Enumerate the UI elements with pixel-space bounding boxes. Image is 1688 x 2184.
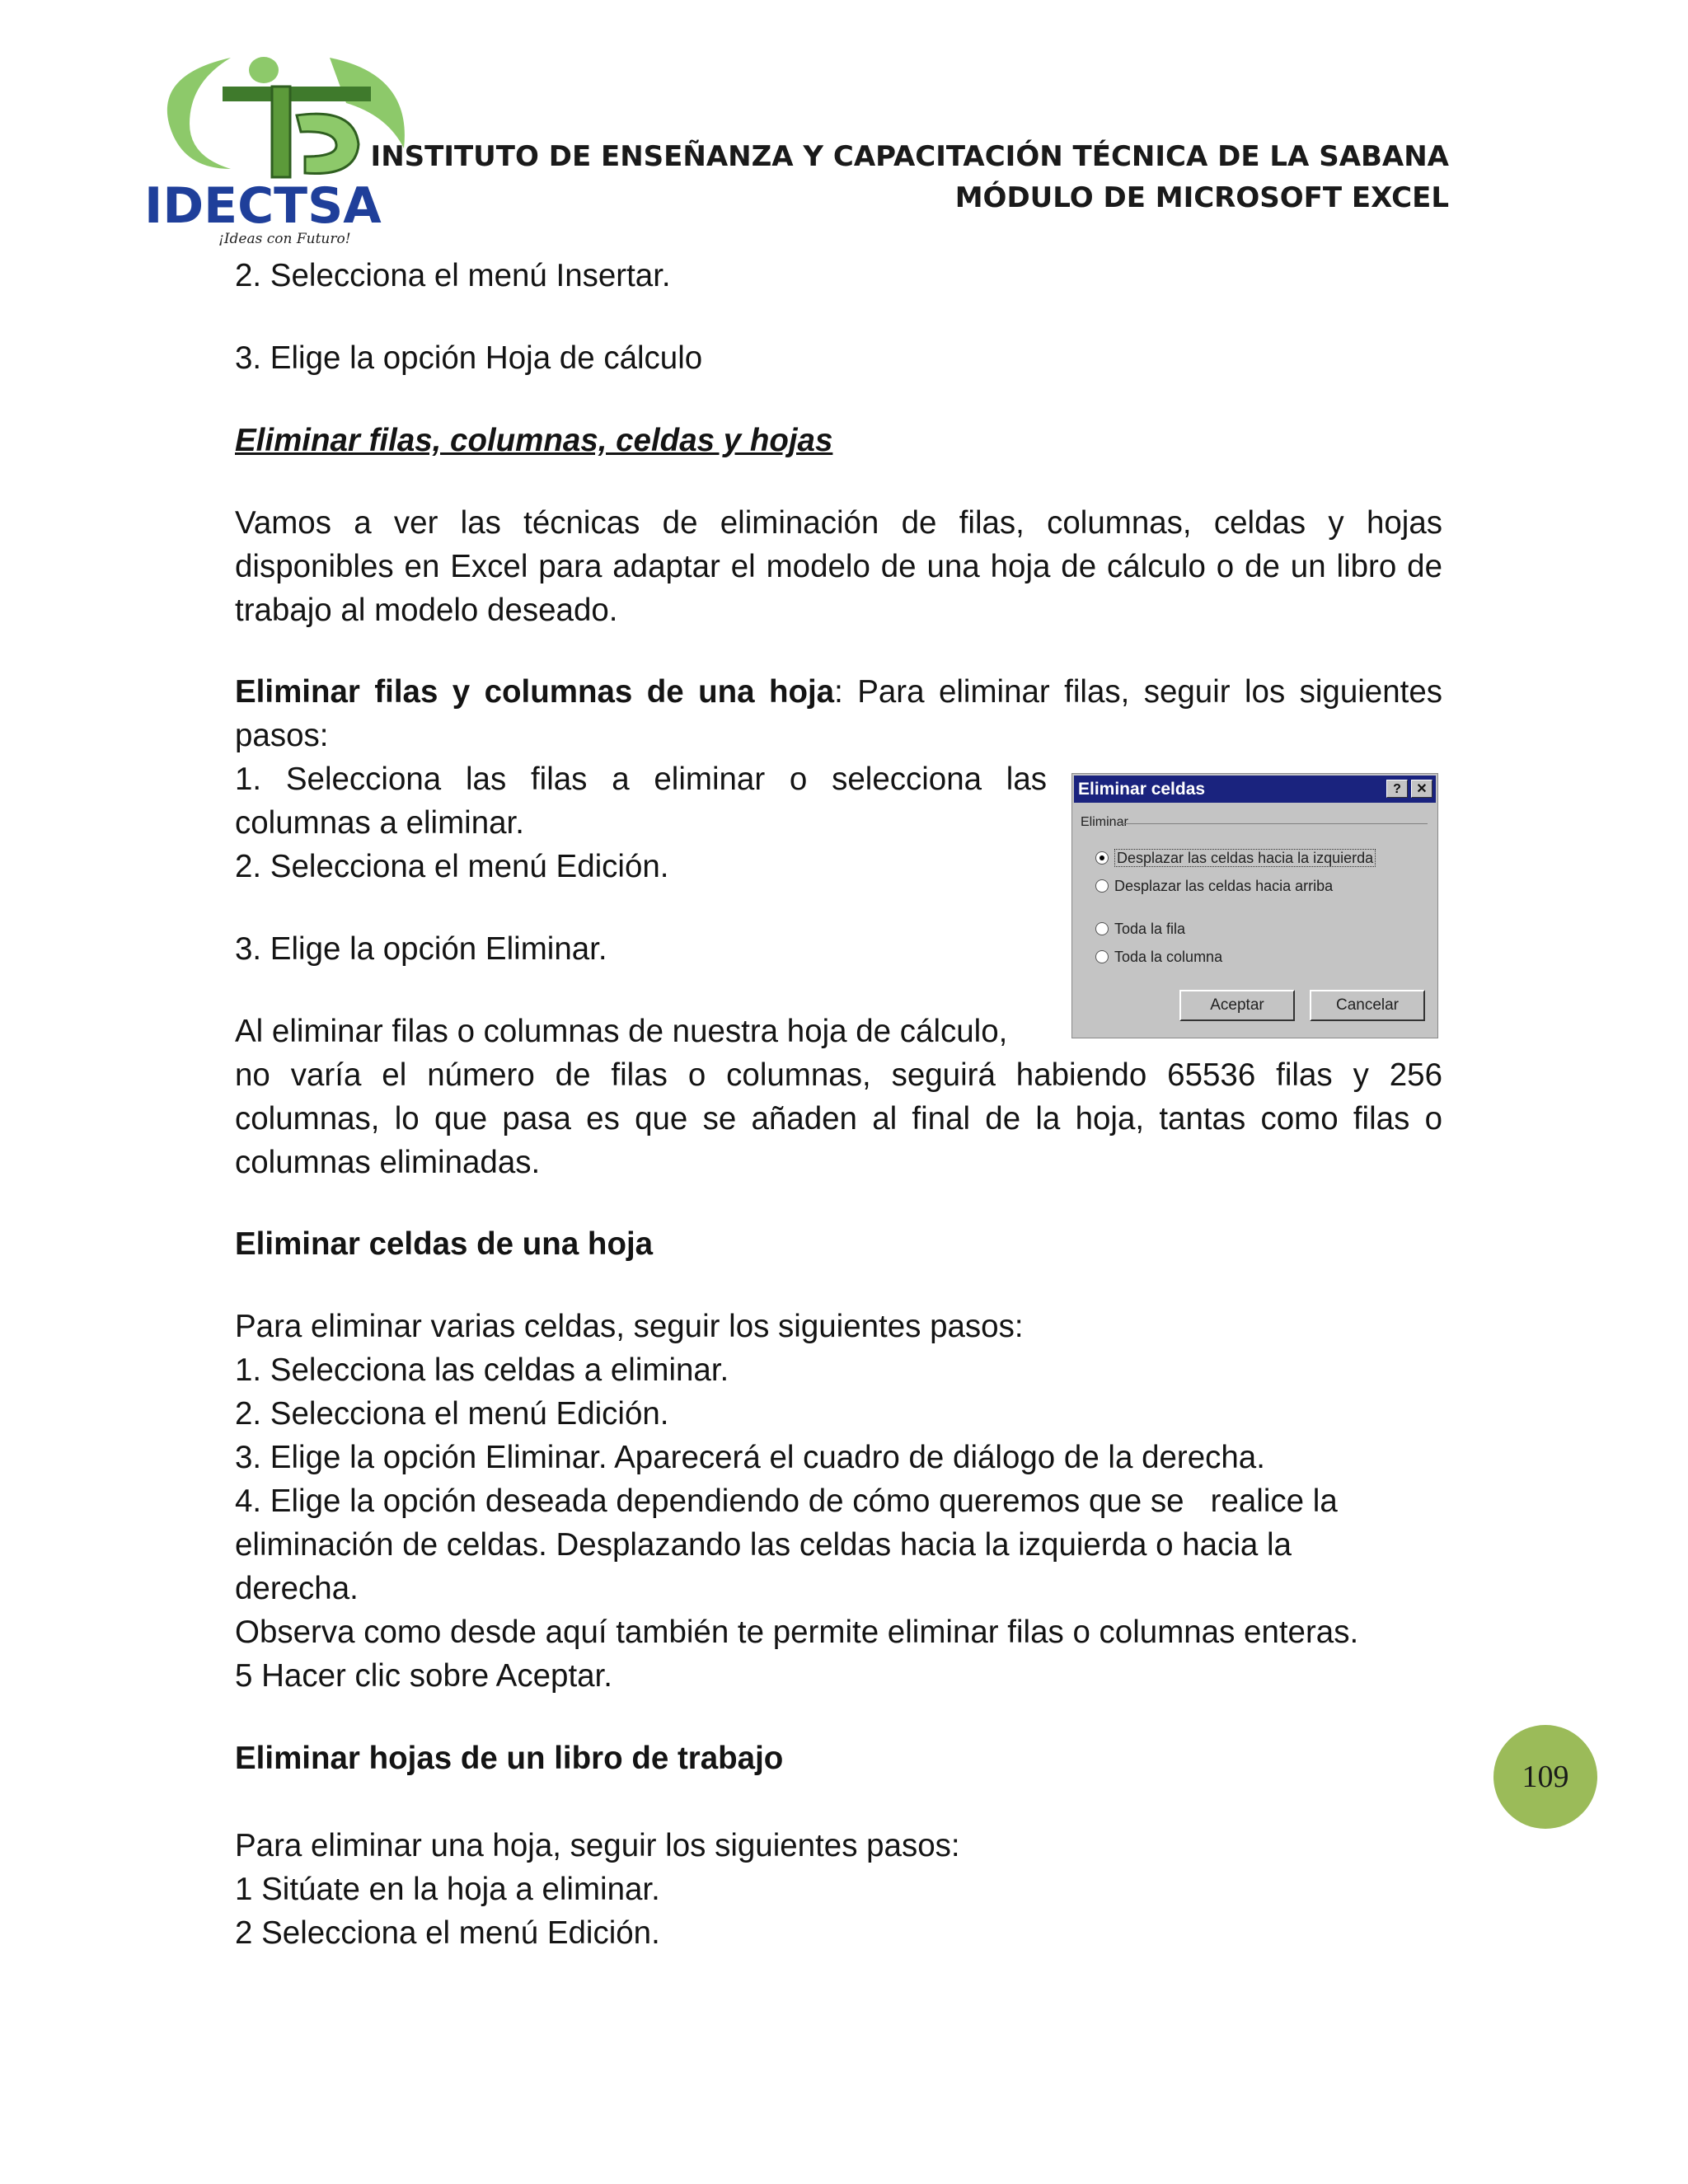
help-icon[interactable]: ? — [1386, 780, 1408, 798]
cells-observation: Observa como desde aquí también te permite eliminar filas o columnas enteras. — [235, 1615, 1359, 1650]
section-title: Eliminar filas, columnas, celdas y hojas — [235, 423, 833, 458]
sheets-step-1: 1 Sitúate en la hoja a eliminar. — [235, 1872, 660, 1907]
cells-step-4-cont: eliminación de celdas. Desplazando las celdas hacia la izquierda o hacia la — [235, 1527, 1292, 1563]
rows-heading: Eliminar filas y columnas de una hoja — [235, 674, 835, 710]
option-entire-column-label: Toda la columna — [1114, 949, 1223, 965]
logo-dot — [249, 57, 279, 83]
cells-heading: Eliminar celdas de una hoja — [235, 1226, 654, 1262]
dialog-title-bar — [1074, 776, 1436, 803]
header-module: MÓDULO DE MICROSOFT EXCEL — [954, 181, 1449, 214]
option-entire-column[interactable] — [1095, 949, 1222, 966]
idectsa-logo — [140, 25, 495, 247]
step-insert-menu: 2. Selecciona el menú Insertar. — [235, 258, 671, 293]
cells-intro: Para eliminar varias celdas, seguir los siguientes pasos: — [235, 1309, 1024, 1344]
dialog-title: Eliminar celdas — [1078, 780, 1206, 799]
delete-cells-dialog — [1071, 773, 1438, 1038]
sheets-heading: Eliminar hojas de un libro de trabajo — [235, 1741, 784, 1776]
cells-step-4-end: derecha. — [235, 1571, 359, 1606]
cells-step-4: 4. Elige la opción deseada dependiendo de cómo queremos que se realice la — [235, 1483, 1338, 1519]
logo-bar — [223, 87, 371, 101]
intro-paragraph: Vamos a ver las técnicas de eliminación de filas, columnas, celdas y hojas disponibles en Excel para adaptar el modelo de una hoja de cálculo o de un libro de trabajo al modelo deseado. — [235, 505, 1442, 628]
radio-icon — [1095, 950, 1109, 963]
logo-swoosh-left — [167, 58, 231, 169]
option-entire-row-label: Toda la fila — [1114, 921, 1186, 937]
option-entire-row[interactable] — [1095, 921, 1185, 938]
dialog-group-label: Eliminar — [1081, 815, 1128, 829]
sheets-intro: Para eliminar una hoja, seguir los siguientes pasos: — [235, 1828, 960, 1863]
header-institute: INSTITUTO DE ENSEÑANZA Y CAPACITACIÓN TÉCNICA DE LA SABANA — [370, 140, 1449, 173]
rows-note-rest: no varía el número de filas o columnas, seguirá habiendo 65536 filas y 256 columnas, lo que pasa es que se añaden al final de la hoja, tantas como filas o columnas eliminadas. — [235, 1057, 1442, 1180]
logo-tagline: ¡Ideas con Futuro! — [218, 231, 351, 247]
cells-step-3: 3. Elige la opción Eliminar. Aparecerá el cuadro de diálogo de la derecha. — [235, 1440, 1265, 1475]
radio-icon — [1095, 879, 1109, 893]
radio-icon — [1095, 922, 1109, 935]
rows-note-start: Al eliminar filas o columnas de nuestra hoja de cálculo, — [235, 1014, 1008, 1049]
rows-step-3: 3. Elige la opción Eliminar. — [235, 931, 607, 967]
dialog-group-divider — [1122, 823, 1428, 824]
step-sheet-option: 3. Elige la opción Hoja de cálculo — [235, 340, 703, 376]
sheets-step-2: 2 Selecciona el menú Edición. — [235, 1915, 660, 1951]
rows-paragraph — [235, 670, 1442, 757]
option-shift-left[interactable] — [1095, 850, 1376, 867]
cells-step-2: 2. Selecciona el menú Edición. — [235, 1396, 669, 1432]
logo-d-shape — [297, 114, 359, 173]
option-shift-left-label: Desplazar las celdas hacia la izquierda — [1114, 849, 1376, 867]
rows-step-2: 2. Selecciona el menú Edición. — [235, 849, 669, 884]
close-icon[interactable]: ✕ — [1411, 780, 1432, 798]
cancel-button[interactable]: Cancelar — [1310, 990, 1425, 1021]
cells-step-1: 1. Selecciona las celdas a eliminar. — [235, 1352, 729, 1388]
option-shift-up-label: Desplazar las celdas hacia arriba — [1114, 878, 1334, 894]
accept-button[interactable]: Aceptar — [1179, 990, 1295, 1021]
option-shift-up[interactable] — [1095, 878, 1333, 895]
cells-step-5: 5 Hacer clic sobre Aceptar. — [235, 1658, 612, 1694]
radio-selected-icon — [1095, 851, 1109, 865]
logo-stem — [272, 87, 290, 177]
page-number-badge: 109 — [1493, 1725, 1597, 1829]
rows-intro: : Para eliminar filas, seguir los siguientes pasos: — [235, 674, 1442, 753]
rows-step-1: 1. Selecciona las filas a eliminar o selecciona las columnas a eliminar. — [235, 762, 1047, 841]
logo-text: IDECTSA — [144, 177, 382, 235]
